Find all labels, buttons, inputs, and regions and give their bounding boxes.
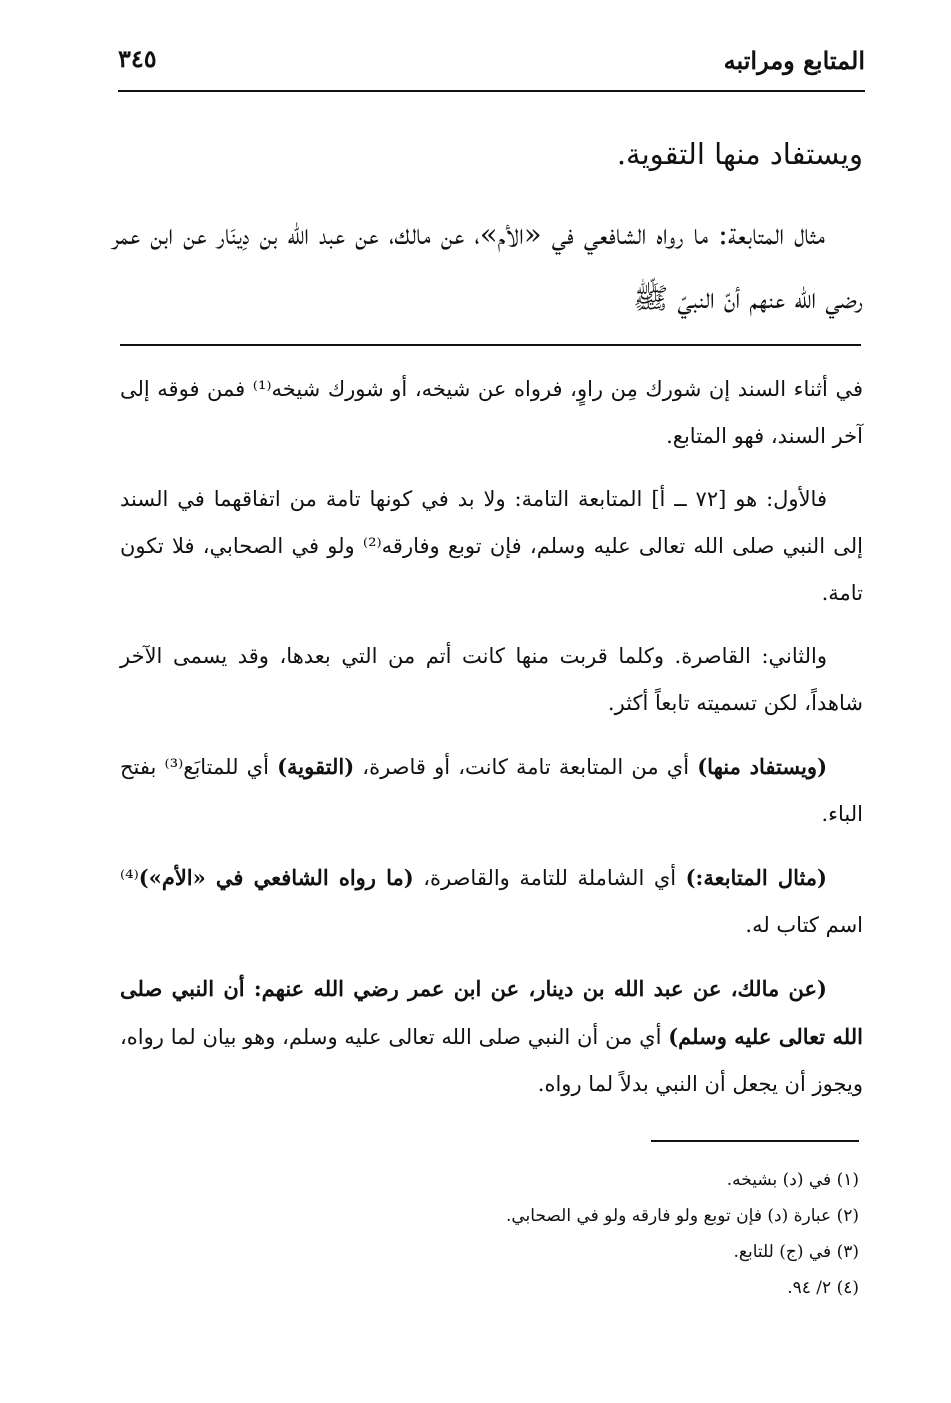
main-text-paragraph-2: مثال المتابعة: ما رواه الشافعي في «الأم»، عن مالك، عن عبد الله بن دِينَار عن ابن عمر رضي الله عنهم أنّ النبيّ ﷺ — [112, 217, 863, 315]
footnotes — [419, 1162, 859, 1306]
main-text — [112, 122, 863, 330]
running-title: المتابع ومراتبه — [723, 46, 865, 75]
commentary-paragraph-1: في أثناء السند إن شورك مِن راوٍ، فرواه عن شيخه، أو شورك شيخه⁽¹⁾ فمن فوقه إلى آخر السند، فهو المتابع. — [120, 377, 863, 448]
footnote-4: (٤) ٢/ ٩٤. — [787, 1278, 859, 1298]
quoted-matn: (التقوية) — [277, 754, 355, 779]
quoted-matn: (ويستفاد منها) — [697, 754, 828, 779]
commentary-paragraph-2: فالأول: هو [٧٢ ــ أ] المتابعة التامة: ولا بد في كونها تامة من اتفاقهما في السند إلى النبي صلى الله تعالى عليه وسلم، فإن توبع وفارقه⁽²⁾ ولو في الصحابي، فلا تكون تامة. — [120, 487, 863, 605]
footnote-divider — [651, 1140, 859, 1142]
commentary-text: ⁽⁴⁾ اسم كتاب له. — [120, 866, 863, 937]
footnote-2: (٢) عبارة (د) فإن توبع ولو فارقه ولو في الصحابي. — [505, 1206, 859, 1226]
quoted-matn: (عن مالك، عن عبد الله بن دينار، عن ابن عمر رضي الله عنهم: أن النبي صلى الله تعالى عليه وسلم) — [120, 976, 863, 1049]
commentary-text: أي من أن النبي صلى الله تعالى عليه وسلم، وهو بيان لما رواه، ويجوز أن يجعل أن النبي بدلاً لما رواه. — [120, 1025, 863, 1096]
commentary-paragraph-4 — [120, 743, 863, 838]
quoted-matn: (مثال المتابعة:) — [685, 865, 827, 890]
main-text-divider — [120, 344, 861, 346]
footnote-1: (١) في (د) بشيخه. — [726, 1170, 859, 1190]
commentary — [120, 366, 863, 1124]
page-number: ٣٤٥ — [118, 44, 157, 73]
commentary-paragraph-3: والثاني: القاصرة. وكلما قربت منها كانت أتم من التي بعدها، وقد يسمى الآخر شاهداً، لكن تسميته تابعاً أكثر. — [120, 644, 863, 715]
commentary-text: أي من المتابعة تامة كانت، أو قاصرة، — [354, 755, 698, 779]
footnote-3: (٣) في (ج) للتابع. — [733, 1242, 859, 1262]
commentary-paragraph-6 — [120, 965, 863, 1108]
commentary-text: أي الشاملة للتامة والقاصرة، — [413, 866, 686, 890]
commentary-text: أي للمتابَع⁽³⁾ بفتح الباء. — [120, 755, 863, 826]
main-text-line-1: ويستفاد منها التقوية. — [616, 137, 863, 171]
page-header — [118, 40, 865, 92]
quoted-matn: (ما رواه الشافعي في «الأم») — [138, 865, 414, 890]
commentary-paragraph-5 — [120, 854, 863, 949]
